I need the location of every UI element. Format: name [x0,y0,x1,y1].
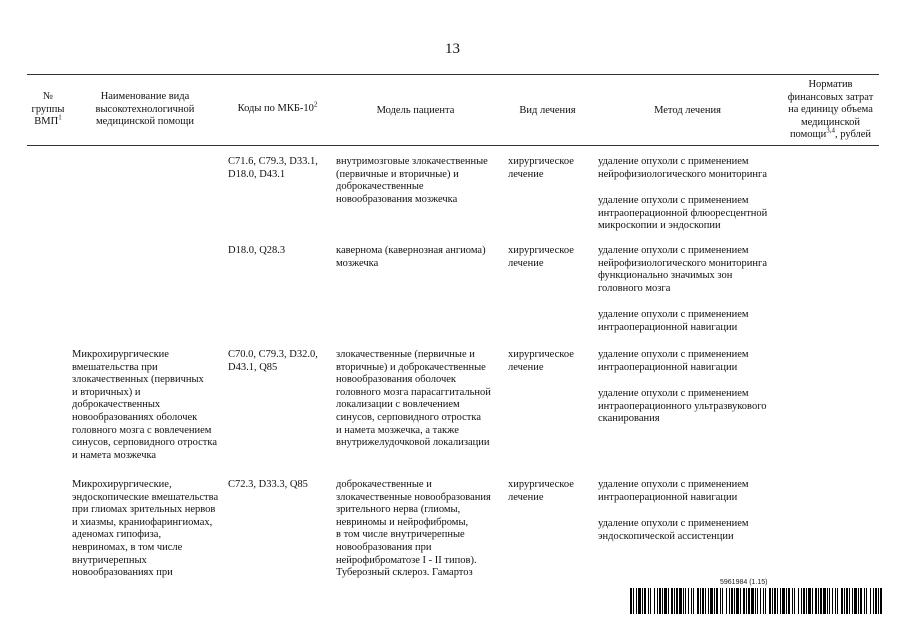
row-1-treatment-type: хирургическое лечение [508,156,574,180]
row-1-patient-model: внутримозговые злокачественные (первичные и вторичные) и доброкачественные новообразования мозжечка [336,156,488,205]
row-1-method-1: удаление опухоли с применением нейрофизиологического мониторинга [598,156,768,180]
header-patient-model: Модель пациента [376,105,455,116]
row-4-method-1: удаление опухоли с применением интраоперационной навигации [598,479,749,503]
header-care-type: Наименование вида высокотехнологичной медицинской помощи [95,91,195,127]
header-treatment-method: Метод лечения [654,105,721,116]
row-3-care-type: Микрохирургические вмешательства при злокачественных (первичных и вторичных) и доброкачественных новообразованиях оболочек головного мозга с вовлечением синусов, серповидного отростка и намета мозжечка [72,349,217,461]
row-3-method-2: удаление опухоли с применением интраоперационного ультразвукового сканирования [598,388,767,425]
row-2-codes: D18.0, Q28.3 [228,245,286,256]
header-group-number: № группы ВМП$^1$ [31,91,65,127]
header-bottom-rule [27,145,879,146]
header-top-rule [27,74,879,75]
row-3-patient-model: злокачественные (первичные и вторичные) и доброкачественные новообразования оболочек головного мозга парасаггитальной локализации с вовлечением синусов, серповидного отростка и намета мозжечка, а также внутрижелудочковой локализации [336,349,491,449]
row-4-care-type: Микрохирургические, эндоскопические вмешательства при глиомах зрительных нервов и хиазмы, краниофарингиомах, аденомах гипофиза, невриномах, в том числе внутричерепных новообразованиях при [72,479,219,579]
header-cost-norm: Норматив финансовых затрат на единицу объема медицинской помощи$^{3,4}$, рублей [787,79,874,140]
row-4-patient-model: доброкачественные и злокачественные новообразования зрительного нерва (глиомы, невриномы и нейрофибромы, в том числе внутричерепные новообразования при нейрофиброматозе I - II типов). Туберозный склероз. Гамартоз [336,479,491,579]
row-4-method-2: удаление опухоли с применением эндоскопической ассистенции [598,518,749,542]
row-1-codes: C71.6, C79.3, D33.1, D18.0, D43.1 [228,156,318,180]
row-1-method-2: удаление опухоли с применением интраоперационной флюоресцентной микроскопии и эндоскопии [598,195,768,232]
barcode-icon [630,588,882,614]
row-3-codes: C70.0, C79.3, D32.0, D43.1, Q85 [228,349,318,373]
page-number: 13 [445,41,460,57]
row-3-method-1: удаление опухоли с применением интраоперационной навигации [598,349,749,373]
row-2-treatment-type: хирургическое лечение [508,245,574,269]
barcode-label: 5961984 (1.15) [720,579,768,586]
row-2-method-2: удаление опухоли с применением интраоперационной навигации [598,309,749,333]
row-2-method-1: удаление опухоли с применением нейрофизиологического мониторинга функционально значимых зон головного мозга [598,245,768,294]
header-treatment-type: Вид лечения [519,105,576,116]
row-2-patient-model: кавернома (кавернозная ангиома) мозжечка [336,245,486,269]
row-4-treatment-type: хирургическое лечение [508,479,574,503]
row-4-codes: C72.3, D33.3, Q85 [228,479,308,490]
header-icd-codes: Коды по МКБ-$10^2$ [237,100,318,114]
row-3-treatment-type: хирургическое лечение [508,349,574,373]
